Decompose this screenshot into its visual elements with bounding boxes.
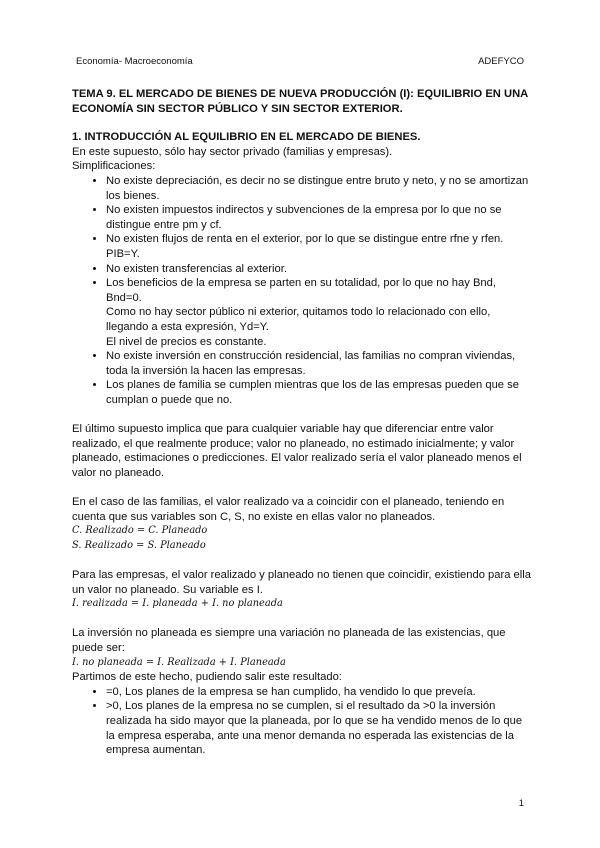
list-item-note: Como no hay sector público ni exterior, quitamos todo lo relacionado con ello, llegando a esta expresión, Yd=Y. (106, 306, 491, 333)
document-body (72, 87, 532, 758)
list-item: • No existen flujos de renta en el exterior, por lo que se distingue entre rfne y rfen. PIB=Y. (106, 232, 532, 261)
paragraph: Partimos de este hecho, pudiendo salir este resultado: (72, 671, 342, 684)
document-title: TEMA 9. EL MERCADO DE BIENES DE NUEVA PRODUCCIÓN (I): EQUILIBRIO EN UNA ECONOMÍA SIN SECTOR PÚBLICO Y SIN SECTOR EXTERIOR. (72, 88, 528, 115)
list-item: • No existen transferencias al exterior. (106, 262, 532, 277)
list-item-note: El nivel de precios es constante. (106, 335, 267, 348)
page-number: 1 (518, 798, 524, 809)
section-heading: 1. INTRODUCCIÓN AL EQUILIBRIO EN EL MERCADO DE BIENES. (72, 131, 421, 144)
list-item: • =0, Los planes de la empresa se han cumplido, ha vendido lo que preveía. (106, 685, 532, 700)
equation: I. no planeada = I. Realizada + I. Planeada (72, 656, 286, 668)
equation: S. Realizado = S. Planeado (72, 539, 206, 551)
header-subject: Economía- Macroeconomía (76, 56, 193, 67)
list-item (106, 276, 532, 349)
equation: I. realizada = I. planeada + I. no planeada (72, 598, 283, 610)
simplifications-list (72, 174, 532, 408)
list-item: • No existen impuestos indirectos y subvenciones de la empresa por lo que no se distingue entre pm y cf. (106, 203, 532, 232)
list-item: • No existe depreciación, es decir no se distingue entre bruto y neto, y no se amortizan los bienes. (106, 174, 532, 203)
list-item: • No existe inversión en construcción residencial, las familias no compran viviendas, toda la inversión la hacen las empresas. (106, 349, 532, 378)
intro-paragraph: En este supuesto, sólo hay sector privado (familias y empresas). (72, 145, 393, 158)
list-item-text: Los beneficios de la empresa se parten en su totalidad, por lo que no hay Bnd, Bnd=0. (106, 277, 496, 304)
paragraph: El último supuesto implica que para cualquier variable hay que diferenciar entre valor realizado, el que realmente produce; valor no planeado, no estimado inicialmente; y valor planeado, estimaciones o predicciones. El valor realizado sería el valor planeado menos el valor no planeado. (72, 423, 522, 479)
list-item: • >0, Los planes de la empresa no se cumplen, si el resultado da >0 la inversión realizada ha sido mayor que la planeada, por lo que se ha vendido menos de lo que la empresa esperaba, ante una menor demanda no esperada las existencias de la empresa aumentan. (106, 699, 532, 757)
equation: C. Realizado = C. Planeado (72, 525, 208, 537)
paragraph: Para las empresas, el valor realizado y planeado no tienen que coincidir, existiendo para ella un valor no planeado. Su variable es I. (72, 569, 531, 596)
header-degree: ADEFYCO (478, 56, 524, 67)
results-list (72, 685, 532, 758)
paragraph: La inversión no planeada es siempre una variación no planeada de las existencias, que puede ser: (72, 627, 506, 654)
simplifications-label: Simplificaciones: (72, 160, 156, 173)
list-item: • Los planes de familia se cumplen mientras que los de las empresas pueden que se cumplan o puede que no. (106, 378, 532, 407)
paragraph: En el caso de las familias, el valor realizado va a coincidir con el planeado, teniendo en cuenta que sus variables son C, S, no existe en ellas valor no planeados. (72, 496, 505, 523)
